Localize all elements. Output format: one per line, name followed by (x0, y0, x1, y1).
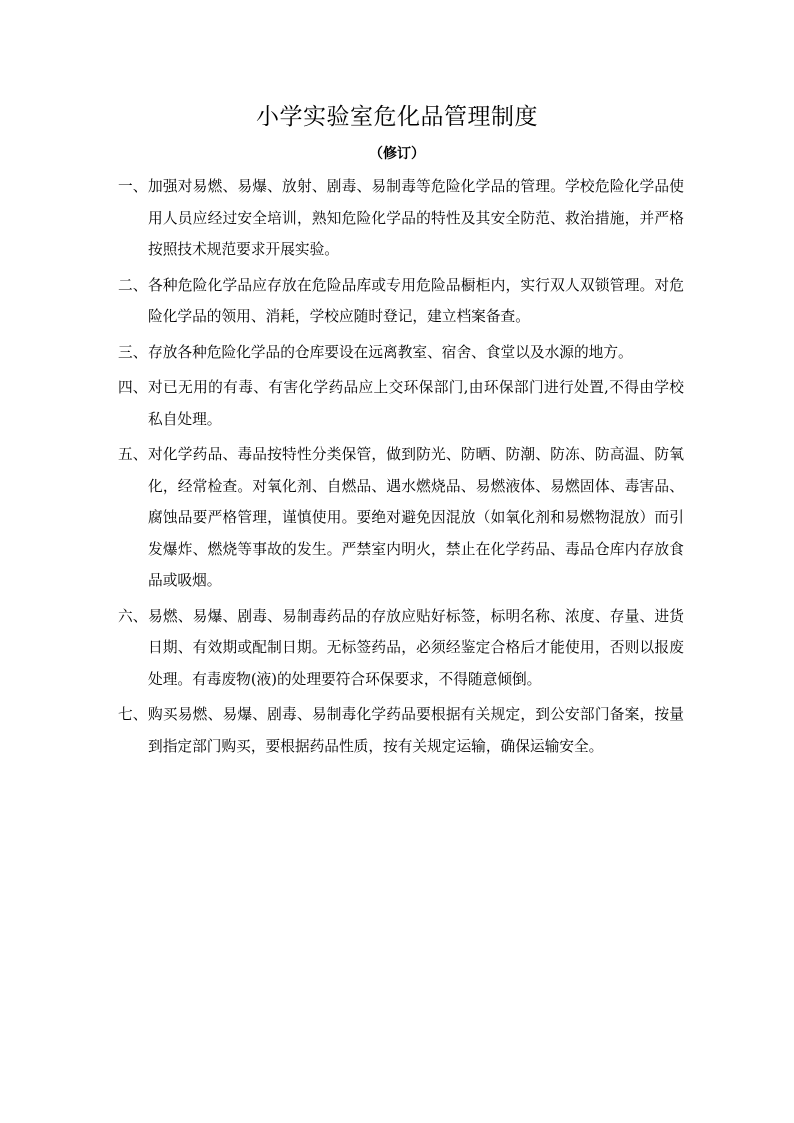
clause-item-3 (118, 337, 684, 369)
clause-number: 四、 (118, 379, 148, 396)
clause-item-7 (118, 699, 684, 762)
clause-text: 存放各种危险化学品的仓库要设在远离教室、宿舍、食堂以及水源的地方。 (148, 343, 633, 361)
document-title: 小学实验室危化品管理制度 (256, 104, 538, 130)
clause-number: 二、 (118, 276, 148, 294)
clause-item-2 (118, 270, 684, 333)
clause-number: 三、 (118, 343, 148, 361)
clause-number: 六、 (118, 607, 148, 625)
clause-item-5 (118, 439, 684, 597)
document-subtitle: （修订） (369, 146, 425, 162)
clause-number: 一、 (118, 178, 148, 195)
clause-number: 七、 (118, 706, 148, 723)
clause-text: 对化学药品、毒品按特性分类保管，做到防光、防晒、防潮、防冻、防高温、防氧化，经常检查。对氧化剂、自燃品、遇水燃烧品、易燃液体、易燃固体、毒害品、腐蚀品要严格管理，谨慎使用。要绝对避免因混放（如氧化剂和易燃物混放）而引发爆炸、燃烧等事故的发生。严禁室内明火，禁止在化学药品、毒品仓库内存放食品或吸烟。 (148, 446, 684, 589)
clause-text: 加强对易燃、易爆、放射、剧毒、易制毒等危险化学品的管理。学校危险化学品使用人员应经过安全培训，熟知危险化学品的特性及其安全防范、救治措施，并严格按照技术规范要求开展实验。 (148, 178, 684, 258)
clause-text: 各种危险化学品应存放在危险品库或专用危险品橱柜内，实行双人双锁管理。对危险化学品的领用、消耗，学校应随时登记，建立档案备查。 (148, 276, 684, 325)
clause-item-6 (118, 601, 684, 696)
clause-number: 五、 (118, 446, 148, 463)
clause-text: 易燃、易爆、剧毒、易制毒药品的存放应贴好标签，标明名称、浓度、存量、进货日期、有效期或配制日期。无标签药品，必须经鉴定合格后才能使用，否则以报废处理。有毒废物(液)的处理要符合环保要求，不得随意倾倒。 (148, 607, 684, 688)
clause-list (118, 171, 684, 766)
clause-text: 购买易燃、易爆、剧毒、易制毒化学药品要根据有关规定，到公安部门备案，按量到指定部门购买，要根据药品性质，按有关规定运输，确保运输安全。 (148, 706, 684, 755)
clause-text: 对已无用的有毒、有害化学药品应上交环保部门,由环保部门进行处置,不得由学校私自处理。 (148, 379, 684, 428)
clause-item-4 (118, 372, 684, 435)
clause-item-1 (118, 171, 684, 266)
